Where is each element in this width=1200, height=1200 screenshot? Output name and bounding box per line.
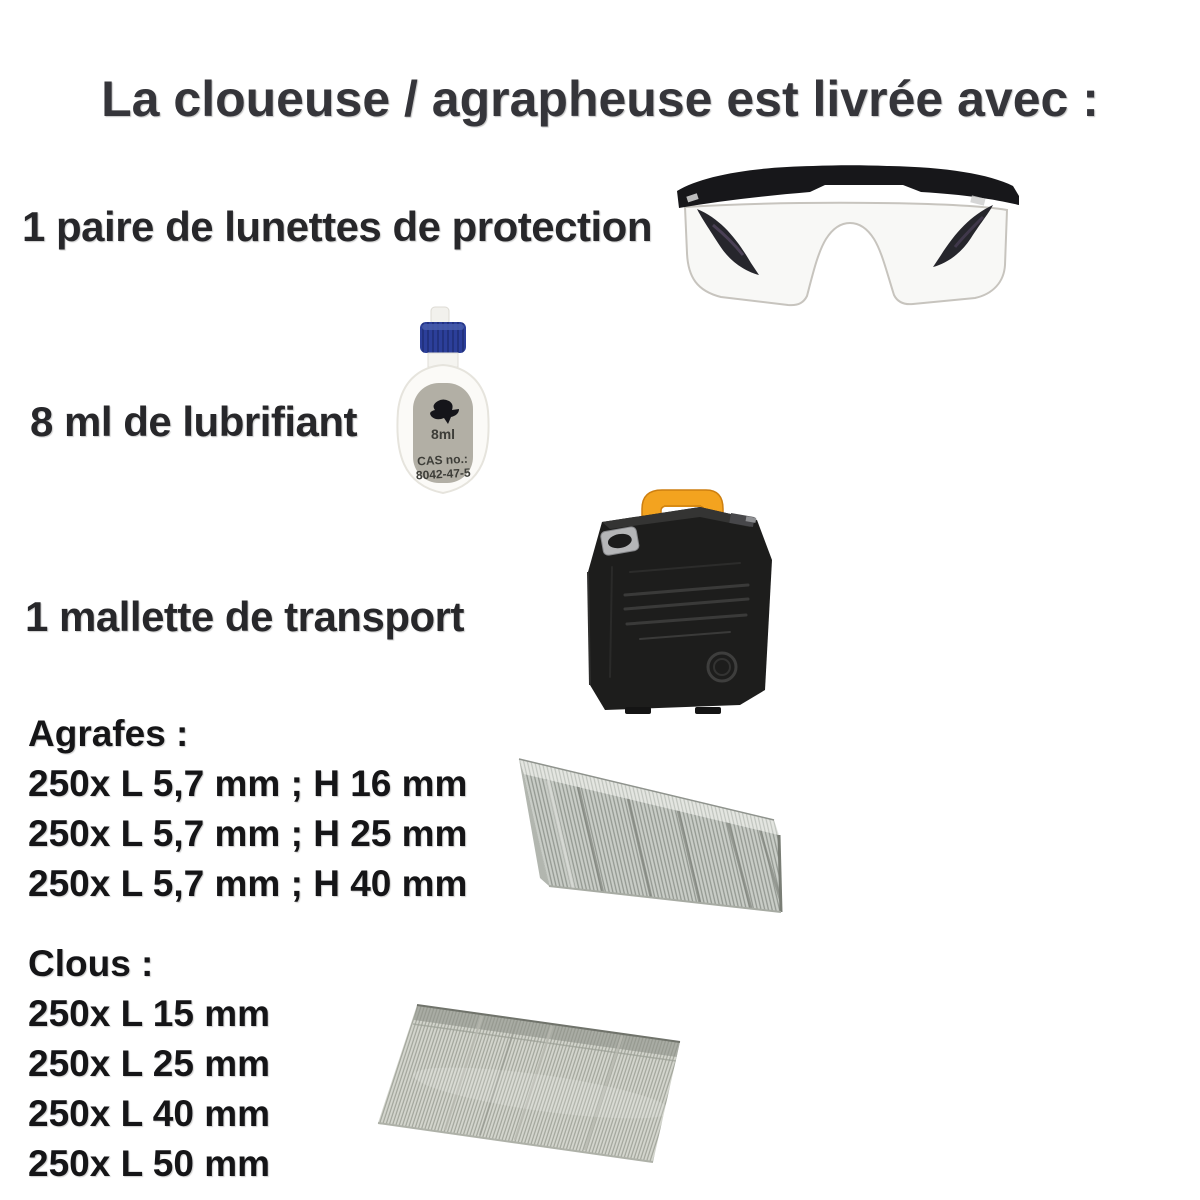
glasses-brow-bar [677,165,1019,208]
nails-heading: Clous : [28,943,154,984]
staples-spec-line: 250x L 5,7 mm ; H 25 mm [28,813,468,854]
nails-spec-block [28,939,270,1189]
staples-image [508,748,800,920]
nails-image [372,998,690,1170]
bottle-cas-prefix-text: CAS no.: [416,451,469,469]
item-label-lubricant: 8 ml de lubrifiant [30,398,358,445]
bottle-cas-number-text: 8042-47-5 [415,465,471,483]
item-label-safety-glasses: 1 paire de lunettes de protection [22,203,652,250]
nails-spec-line: 250x L 40 mm [28,1093,271,1134]
item-label-carrying-case: 1 mallette de transport [25,593,464,640]
staples-spec-block [28,709,467,909]
page-title: La cloueuse / agrapheuse est livrée avec : [101,70,1099,127]
staples-heading: Agrafes : [28,713,189,754]
bottle-volume-text: 8ml [430,426,456,442]
bottle-cap-highlight [422,324,464,330]
staples-right-edge [779,835,781,912]
lubricant-bottle-image [386,303,500,503]
staples-spec-line: 250x L 5,7 mm ; H 40 mm [28,863,468,904]
staples-spec-line: 250x L 5,7 mm ; H 16 mm [28,763,468,804]
nails-spec-line: 250x L 50 mm [28,1143,271,1184]
nails-spec-line: 250x L 25 mm [28,1043,271,1084]
carrying-case-image [580,477,780,717]
case-foot [695,707,721,714]
case-foot [625,707,651,714]
nails-spec-line: 250x L 15 mm [28,993,271,1034]
safety-glasses-image [663,155,1037,325]
